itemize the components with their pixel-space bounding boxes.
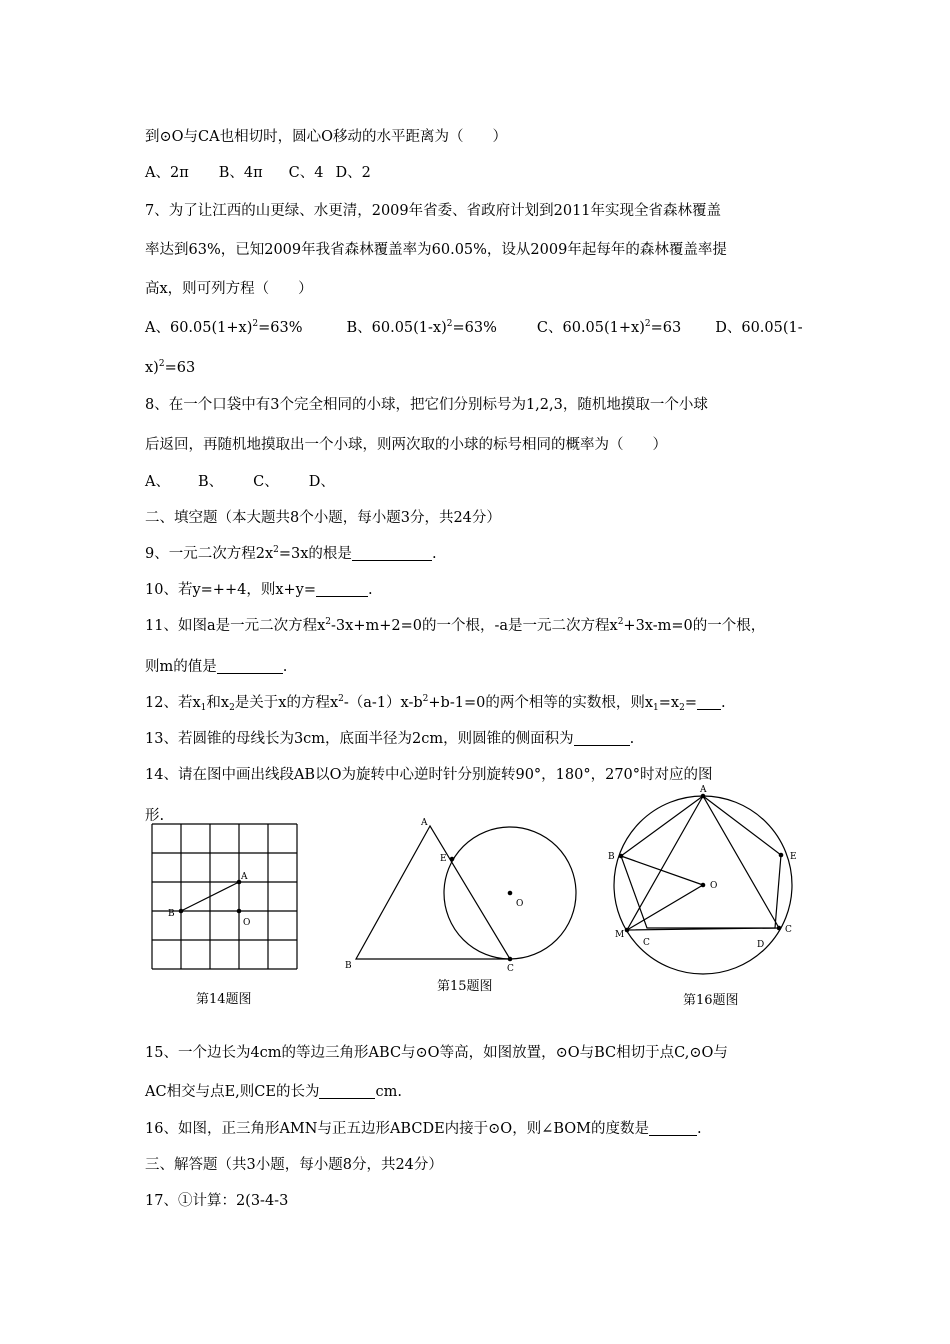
figure-14-caption: 第14题图 (196, 992, 252, 1007)
point-o (508, 891, 513, 896)
q14-line1: 14、请在图中画出线段AB以O为旋转中心逆时针分别旋转90°，180°，270°时对应的图 (145, 767, 713, 783)
q8-line1: 8、在一个口袋中有3个完全相同的小球，把它们分别标号为1,2,3，随机地摸取一个小球 (145, 397, 708, 413)
q11-line1: 11、如图a是一元二次方程$x^2-3x+m+2=0$的一个根，-a是一元二次方程$x^2+3x-m=0$的一个根， (145, 617, 766, 634)
label-o: O (710, 881, 718, 891)
q8-option-b: B、 (197, 474, 224, 490)
label-o: O (243, 918, 251, 928)
q7-option-b: B、$60.05(1-x)^2=63\%$ (346, 319, 497, 336)
figure-16-caption: 第16题图 (683, 993, 739, 1008)
q7-options (145, 318, 803, 338)
q8-line2: 后返回，再随机地摸取出一个小球，则两次取的小球的标号相同的概率为（ ） (145, 437, 667, 453)
label-a: A (421, 818, 428, 828)
q7-option-d-continued: x)$^2$=63 (145, 359, 196, 376)
q16-answer-blank[interactable] (649, 1121, 697, 1136)
label-m: M (615, 930, 625, 940)
triangle-abc (356, 826, 510, 959)
label-d: D (757, 940, 765, 950)
q12: 12、若$x_1$和$x_2$是关于x的方程$x^2-(a-1)x-b^2+b-1=0$的两个相等的实数根，则$x_1=x_2=$ . (145, 694, 726, 713)
q10: 10、若y=++4，则x+y= . (145, 582, 373, 598)
q7-option-c: C、$60.05(1+x)^2=63$ (536, 319, 682, 336)
q7-line2: 率达到63%，已知2009年我省森林覆盖率为60.05%，设从2009年起每年的森林覆盖率提 (145, 242, 727, 258)
q15-line2: AC相交与点E,则CE的长为 cm. (145, 1084, 402, 1100)
q15-line1: 15、一个边长为4cm的等边三角形ABC与⊙O等高，如图放置，⊙O与BC相切于点C,⊙O与 (145, 1045, 728, 1061)
point-o (237, 909, 242, 914)
figure-15-triangle-circle (340, 810, 585, 975)
section2-heading: 二、填空题（本大题共8个小题，每小题3分，共24分） (145, 510, 501, 526)
q8-option-c: C、 (253, 474, 279, 490)
q6-option-c: C、4 (288, 165, 324, 181)
q11-answer-blank[interactable] (217, 659, 283, 674)
label-b: B (345, 961, 352, 971)
q16: 16、如图，正三角形AMN与正五边形ABCDE内接于⊙O，则∠BOM的度数是 . (145, 1121, 702, 1137)
q8-options (145, 472, 335, 492)
q11-line2: 则m的值是 . (145, 659, 288, 675)
q6-option-b: B、4π (218, 165, 263, 181)
q14-line2: 形. (145, 808, 165, 824)
grid-lines (152, 824, 297, 969)
figure-15-caption: 第15题图 (437, 979, 493, 994)
q7-option-a: A、$60.05(1+x)^2=63\%$ (145, 319, 303, 336)
label-e: E (790, 852, 797, 862)
q6-options (145, 163, 371, 183)
q17: 17、①计算：2(3-4-3 (145, 1193, 289, 1209)
label-c: C (507, 964, 514, 974)
figure-16-pentagon-triangle (600, 782, 810, 982)
q7-option-d: D、60.05(1- (715, 320, 803, 336)
q13-answer-blank[interactable] (574, 731, 630, 746)
label-c-bottom: C (643, 938, 650, 948)
label-o: O (516, 899, 524, 909)
figure-14-grid (140, 815, 310, 975)
q6-option-d: D、2 (335, 165, 371, 181)
q6-option-a: A、2π (145, 165, 189, 181)
label-c-right: C (785, 925, 792, 935)
q8-option-d: D、 (308, 474, 335, 490)
point-b (179, 909, 184, 914)
label-a: A (700, 785, 707, 795)
segment-mo (627, 885, 703, 930)
q13: 13、若圆锥的母线长为3cm，底面半径为2cm，则圆锥的侧面积为 . (145, 731, 635, 747)
q10-answer-blank[interactable] (316, 582, 368, 597)
q15-answer-blank[interactable] (319, 1084, 375, 1099)
label-b: B (168, 909, 175, 919)
triangle-amn (627, 796, 779, 930)
q12-answer-blank[interactable] (697, 695, 721, 710)
q6-tail: 到⊙O与CA也相切时，圆心O移动的水平距离为（ ） (145, 129, 507, 145)
label-a: A (241, 872, 248, 882)
pentagon-abcde (621, 796, 781, 928)
q7-line3: 高x，则可列方程（ ） (145, 281, 313, 297)
section3-heading: 三、解答题（共3小题，每小题8分，共24分） (145, 1157, 443, 1173)
point-e (450, 857, 455, 862)
q9-answer-blank[interactable] (352, 546, 432, 561)
q7-line1: 7、为了让江西的山更绿、水更清，2009年省委、省政府计划到2011年实现全省森林覆盖 (145, 203, 722, 219)
label-e: E (440, 854, 447, 864)
segment-bo (621, 856, 703, 885)
q9: 9、一元二次方程$2x^2=3x$的根是 . (145, 545, 437, 562)
q8-option-a: A、 (145, 474, 170, 490)
point-c (508, 957, 513, 962)
label-b: B (608, 852, 615, 862)
